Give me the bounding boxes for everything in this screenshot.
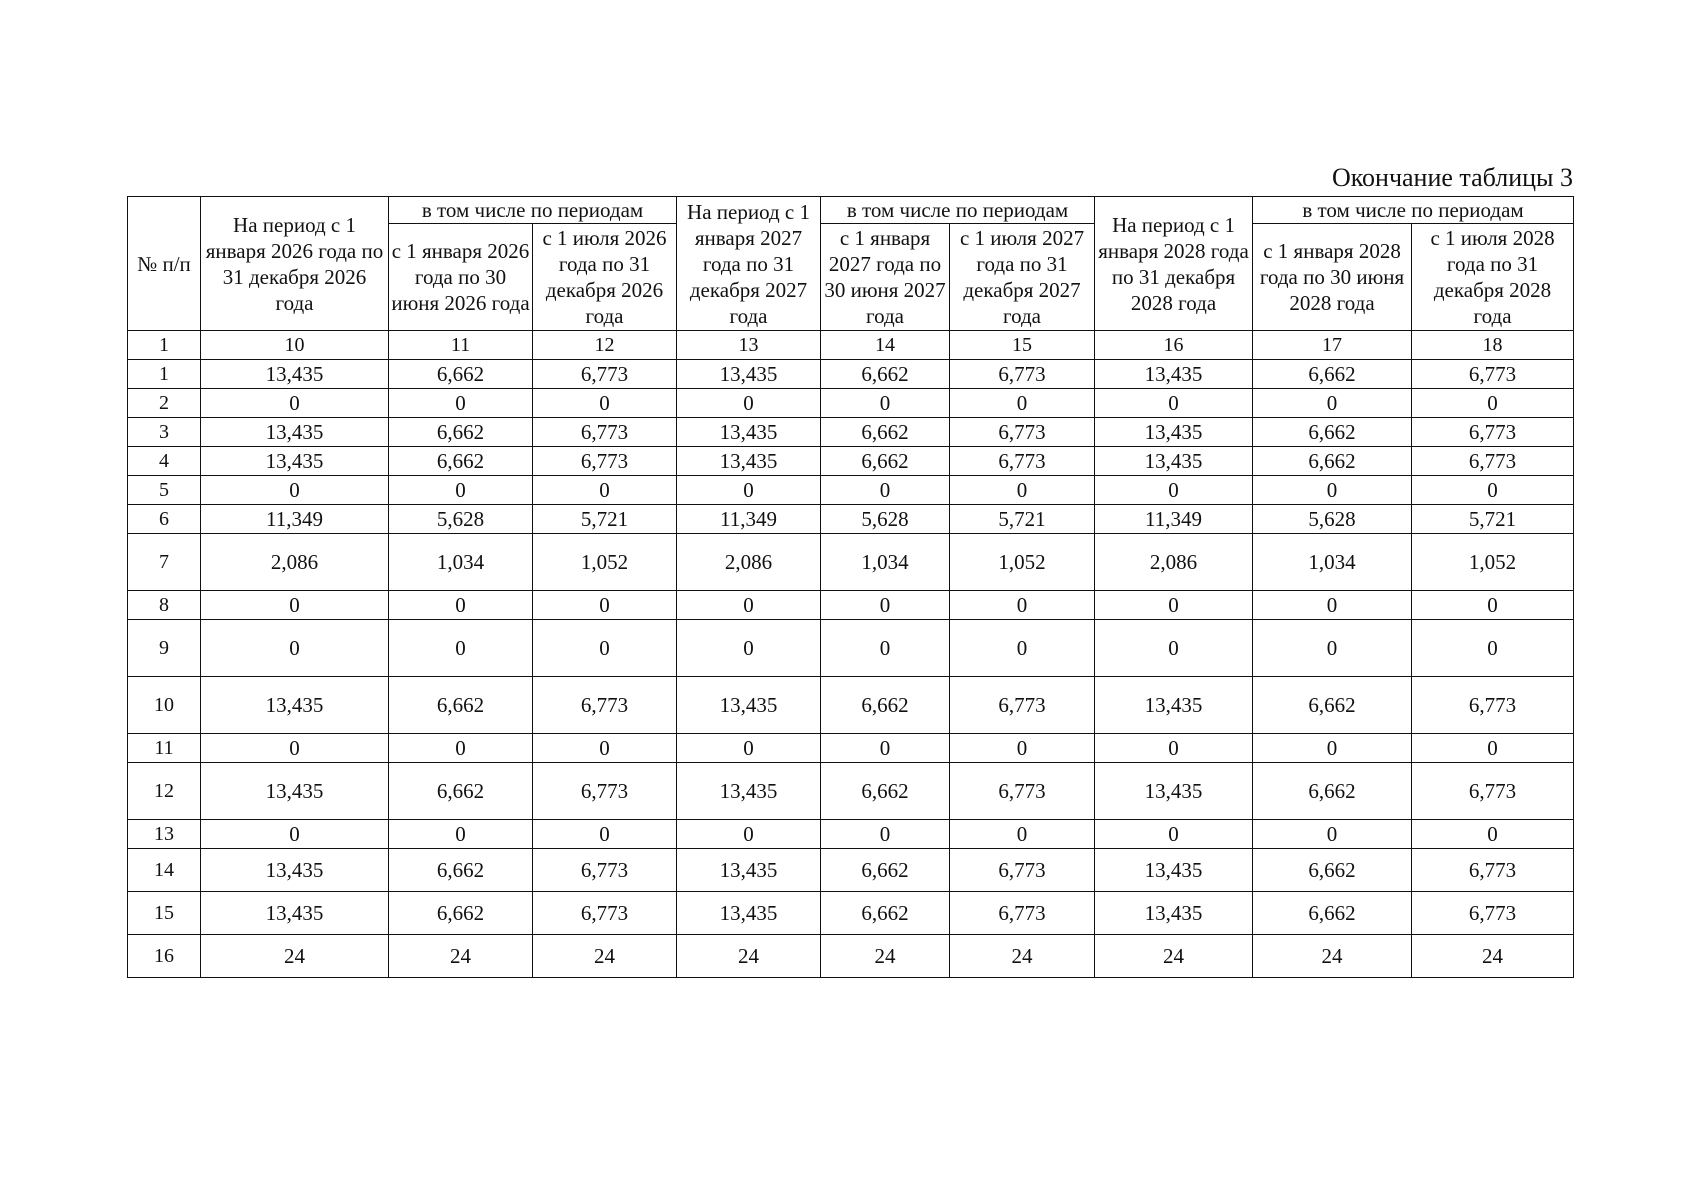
table-cell: 6,773 [950, 849, 1095, 892]
table-row [128, 591, 1574, 620]
table-cell: 2,086 [677, 534, 821, 591]
table-cell: 6,773 [533, 418, 677, 447]
table-cell: 0 [821, 734, 950, 763]
header-2026-h2: с 1 июля 2026 года по 31 декабря 2026 года [533, 224, 677, 331]
header-2028-h2: с 1 июля 2028 года по 31 декабря 2028 года [1412, 224, 1574, 331]
table-cell: 6,662 [1253, 447, 1412, 476]
table-cell: 13,435 [201, 763, 389, 820]
table-cell: 0 [1253, 476, 1412, 505]
table-cell: 0 [1253, 620, 1412, 677]
table-cell: 0 [677, 389, 821, 418]
table-cell: 13,435 [1095, 418, 1253, 447]
table-cell: 0 [201, 620, 389, 677]
table-cell: 13,435 [201, 447, 389, 476]
table-cell: 6,773 [533, 677, 677, 734]
table-cell: 0 [533, 734, 677, 763]
table-cell: 6,773 [533, 447, 677, 476]
table-cell: 6,773 [1412, 763, 1574, 820]
table-cell: 0 [1412, 476, 1574, 505]
row-number: 4 [128, 447, 201, 476]
row-number: 11 [128, 734, 201, 763]
table-row [128, 935, 1574, 978]
table-cell: 11,349 [201, 505, 389, 534]
header-2027-h1: с 1 января 2027 года по 30 июня 2027 года [821, 224, 950, 331]
table-caption: Окончание таблицы 3 [1331, 163, 1573, 192]
table-row [128, 476, 1574, 505]
table-cell: 13,435 [677, 447, 821, 476]
table-cell: 2,086 [201, 534, 389, 591]
table-cell: 11,349 [1095, 505, 1253, 534]
table-cell: 0 [950, 734, 1095, 763]
table-row [128, 820, 1574, 849]
column-number: 1 [128, 331, 201, 360]
table-cell: 13,435 [1095, 763, 1253, 820]
table-cell: 5,721 [950, 505, 1095, 534]
table-cell: 5,628 [1253, 505, 1412, 534]
table-cell: 6,662 [389, 849, 533, 892]
table-cell: 0 [1412, 734, 1574, 763]
table-cell: 13,435 [677, 677, 821, 734]
table-cell: 24 [821, 935, 950, 978]
table-cell: 6,773 [1412, 447, 1574, 476]
table-cell: 0 [533, 591, 677, 620]
column-number: 10 [201, 331, 389, 360]
table-cell: 24 [677, 935, 821, 978]
table-cell: 6,662 [389, 677, 533, 734]
header-period-2026: На период с 1 января 2026 года по 31 декабря 2026 года [201, 197, 389, 331]
table-cell: 0 [1412, 620, 1574, 677]
table-cell: 0 [821, 389, 950, 418]
table-cell: 0 [389, 591, 533, 620]
table-cell: 0 [1253, 820, 1412, 849]
table-cell: 0 [1095, 734, 1253, 763]
table-row [128, 447, 1574, 476]
table-cell: 24 [201, 935, 389, 978]
table-row [128, 892, 1574, 935]
table-cell: 6,662 [1253, 892, 1412, 935]
table-cell: 0 [533, 389, 677, 418]
table-cell: 6,773 [950, 360, 1095, 389]
row-number: 13 [128, 820, 201, 849]
table-row [128, 389, 1574, 418]
table-cell: 0 [533, 820, 677, 849]
table-cell: 0 [201, 591, 389, 620]
row-number: 9 [128, 620, 201, 677]
table-cell: 0 [677, 820, 821, 849]
table-cell: 13,435 [677, 418, 821, 447]
table-cell: 13,435 [1095, 677, 1253, 734]
column-number: 15 [950, 331, 1095, 360]
table-cell: 0 [677, 620, 821, 677]
table-cell: 0 [533, 476, 677, 505]
table-cell: 6,773 [533, 849, 677, 892]
table-cell: 0 [950, 476, 1095, 505]
table-cell: 0 [201, 389, 389, 418]
table-cell: 0 [677, 591, 821, 620]
table-cell: 6,662 [389, 360, 533, 389]
row-number: 10 [128, 677, 201, 734]
table-cell: 0 [1412, 820, 1574, 849]
row-number: 7 [128, 534, 201, 591]
table-cell: 24 [950, 935, 1095, 978]
table-cell: 6,662 [1253, 360, 1412, 389]
table-cell: 0 [821, 591, 950, 620]
table-row [128, 734, 1574, 763]
table-cell: 13,435 [677, 849, 821, 892]
header-npp: № п/п [128, 197, 201, 331]
column-number: 17 [1253, 331, 1412, 360]
header-2027-h2: с 1 июля 2027 года по 31 декабря 2027 года [950, 224, 1095, 331]
table-cell: 13,435 [201, 892, 389, 935]
table-cell: 1,052 [1412, 534, 1574, 591]
table-cell: 24 [1412, 935, 1574, 978]
table-cell: 0 [533, 620, 677, 677]
row-number: 6 [128, 505, 201, 534]
table-cell: 0 [1253, 734, 1412, 763]
table-row [128, 849, 1574, 892]
table-cell: 13,435 [1095, 849, 1253, 892]
table-cell: 0 [821, 820, 950, 849]
column-number: 18 [1412, 331, 1574, 360]
table-cell: 13,435 [201, 418, 389, 447]
header-subperiods-2028: в том числе по периодам [1253, 197, 1574, 224]
row-number: 5 [128, 476, 201, 505]
table-cell: 6,773 [533, 892, 677, 935]
table-cell: 0 [677, 734, 821, 763]
table-row [128, 763, 1574, 820]
table-row [128, 360, 1574, 389]
table-cell: 6,662 [821, 360, 950, 389]
table-cell: 13,435 [677, 763, 821, 820]
table-cell: 6,662 [1253, 418, 1412, 447]
table-cell: 0 [1412, 389, 1574, 418]
table-cell: 6,773 [950, 763, 1095, 820]
header-2026-h1: с 1 января 2026 года по 30 июня 2026 года [389, 224, 533, 331]
row-number: 1 [128, 360, 201, 389]
table-cell: 0 [1253, 591, 1412, 620]
header-subperiods-2026: в том числе по периодам [389, 197, 677, 224]
table-cell: 6,773 [1412, 892, 1574, 935]
table-cell: 0 [1412, 591, 1574, 620]
table-cell: 1,052 [533, 534, 677, 591]
header-subperiods-2027: в том числе по периодам [821, 197, 1095, 224]
table-cell: 6,773 [1412, 360, 1574, 389]
column-number: 16 [1095, 331, 1253, 360]
column-number: 11 [389, 331, 533, 360]
table-cell: 6,773 [950, 447, 1095, 476]
table-cell: 0 [389, 620, 533, 677]
header-row [128, 197, 1574, 224]
row-number: 2 [128, 389, 201, 418]
table-cell: 13,435 [201, 677, 389, 734]
table-cell: 2,086 [1095, 534, 1253, 591]
header-period-2028: На период с 1 января 2028 года по 31 декабря 2028 года [1095, 197, 1253, 331]
table-cell: 1,052 [950, 534, 1095, 591]
table-cell: 6,662 [821, 763, 950, 820]
table-cell: 24 [1095, 935, 1253, 978]
table-cell: 0 [1095, 620, 1253, 677]
table-row [128, 418, 1574, 447]
table-cell: 0 [821, 476, 950, 505]
data-table [127, 196, 1574, 978]
column-number: 12 [533, 331, 677, 360]
table-cell: 5,721 [533, 505, 677, 534]
column-number-row [128, 331, 1574, 360]
table-cell: 13,435 [1095, 360, 1253, 389]
table-cell: 6,662 [389, 892, 533, 935]
table-cell: 24 [1253, 935, 1412, 978]
table-cell: 13,435 [1095, 892, 1253, 935]
table-cell: 6,662 [389, 418, 533, 447]
table-row [128, 620, 1574, 677]
table-cell: 0 [1253, 389, 1412, 418]
table-cell: 13,435 [201, 360, 389, 389]
row-number: 16 [128, 935, 201, 978]
table-cell: 6,662 [389, 447, 533, 476]
table-cell: 24 [533, 935, 677, 978]
table-cell: 0 [1095, 591, 1253, 620]
table-row [128, 534, 1574, 591]
table-cell: 1,034 [1253, 534, 1412, 591]
column-number: 14 [821, 331, 950, 360]
table-cell: 6,662 [1253, 763, 1412, 820]
table-cell: 6,662 [821, 418, 950, 447]
table-cell: 6,662 [1253, 849, 1412, 892]
table-cell: 0 [1095, 476, 1253, 505]
table-cell: 6,773 [950, 892, 1095, 935]
table-cell: 6,773 [1412, 418, 1574, 447]
table-cell: 24 [389, 935, 533, 978]
row-number: 8 [128, 591, 201, 620]
table-cell: 0 [950, 591, 1095, 620]
table-cell: 0 [677, 476, 821, 505]
table-cell: 1,034 [389, 534, 533, 591]
row-number: 3 [128, 418, 201, 447]
table-cell: 13,435 [1095, 447, 1253, 476]
table-cell: 6,773 [950, 677, 1095, 734]
table-cell: 6,773 [1412, 849, 1574, 892]
table-row [128, 505, 1574, 534]
table-cell: 0 [950, 620, 1095, 677]
table-cell: 0 [389, 820, 533, 849]
table-cell: 0 [201, 734, 389, 763]
table-cell: 13,435 [201, 849, 389, 892]
table-row [128, 677, 1574, 734]
header-2028-h1: с 1 января 2028 года по 30 июня 2028 года [1253, 224, 1412, 331]
table-cell: 5,628 [389, 505, 533, 534]
row-number: 15 [128, 892, 201, 935]
table-cell: 13,435 [677, 360, 821, 389]
table-cell: 0 [389, 476, 533, 505]
table-cell: 6,773 [533, 763, 677, 820]
table-cell: 0 [201, 820, 389, 849]
header-period-2027: На период с 1 января 2027 года по 31 декабря 2027 года [677, 197, 821, 331]
table-cell: 0 [1095, 389, 1253, 418]
table-cell: 6,662 [821, 849, 950, 892]
table-cell: 0 [1095, 820, 1253, 849]
table-cell: 13,435 [677, 892, 821, 935]
table-cell: 0 [389, 389, 533, 418]
table-cell: 0 [821, 620, 950, 677]
table-cell: 6,662 [389, 763, 533, 820]
table-cell: 6,662 [821, 447, 950, 476]
table-cell: 6,773 [950, 418, 1095, 447]
table-cell: 0 [389, 734, 533, 763]
table-cell: 0 [950, 820, 1095, 849]
table-cell: 6,773 [1412, 677, 1574, 734]
table-cell: 0 [201, 476, 389, 505]
table-cell: 1,034 [821, 534, 950, 591]
table-cell: 6,773 [533, 360, 677, 389]
table-cell: 6,662 [821, 892, 950, 935]
table-cell: 6,662 [821, 677, 950, 734]
table-cell: 6,662 [1253, 677, 1412, 734]
row-number: 12 [128, 763, 201, 820]
column-number: 13 [677, 331, 821, 360]
row-number: 14 [128, 849, 201, 892]
table-cell: 11,349 [677, 505, 821, 534]
table-cell: 0 [950, 389, 1095, 418]
table-cell: 5,721 [1412, 505, 1574, 534]
table-cell: 5,628 [821, 505, 950, 534]
